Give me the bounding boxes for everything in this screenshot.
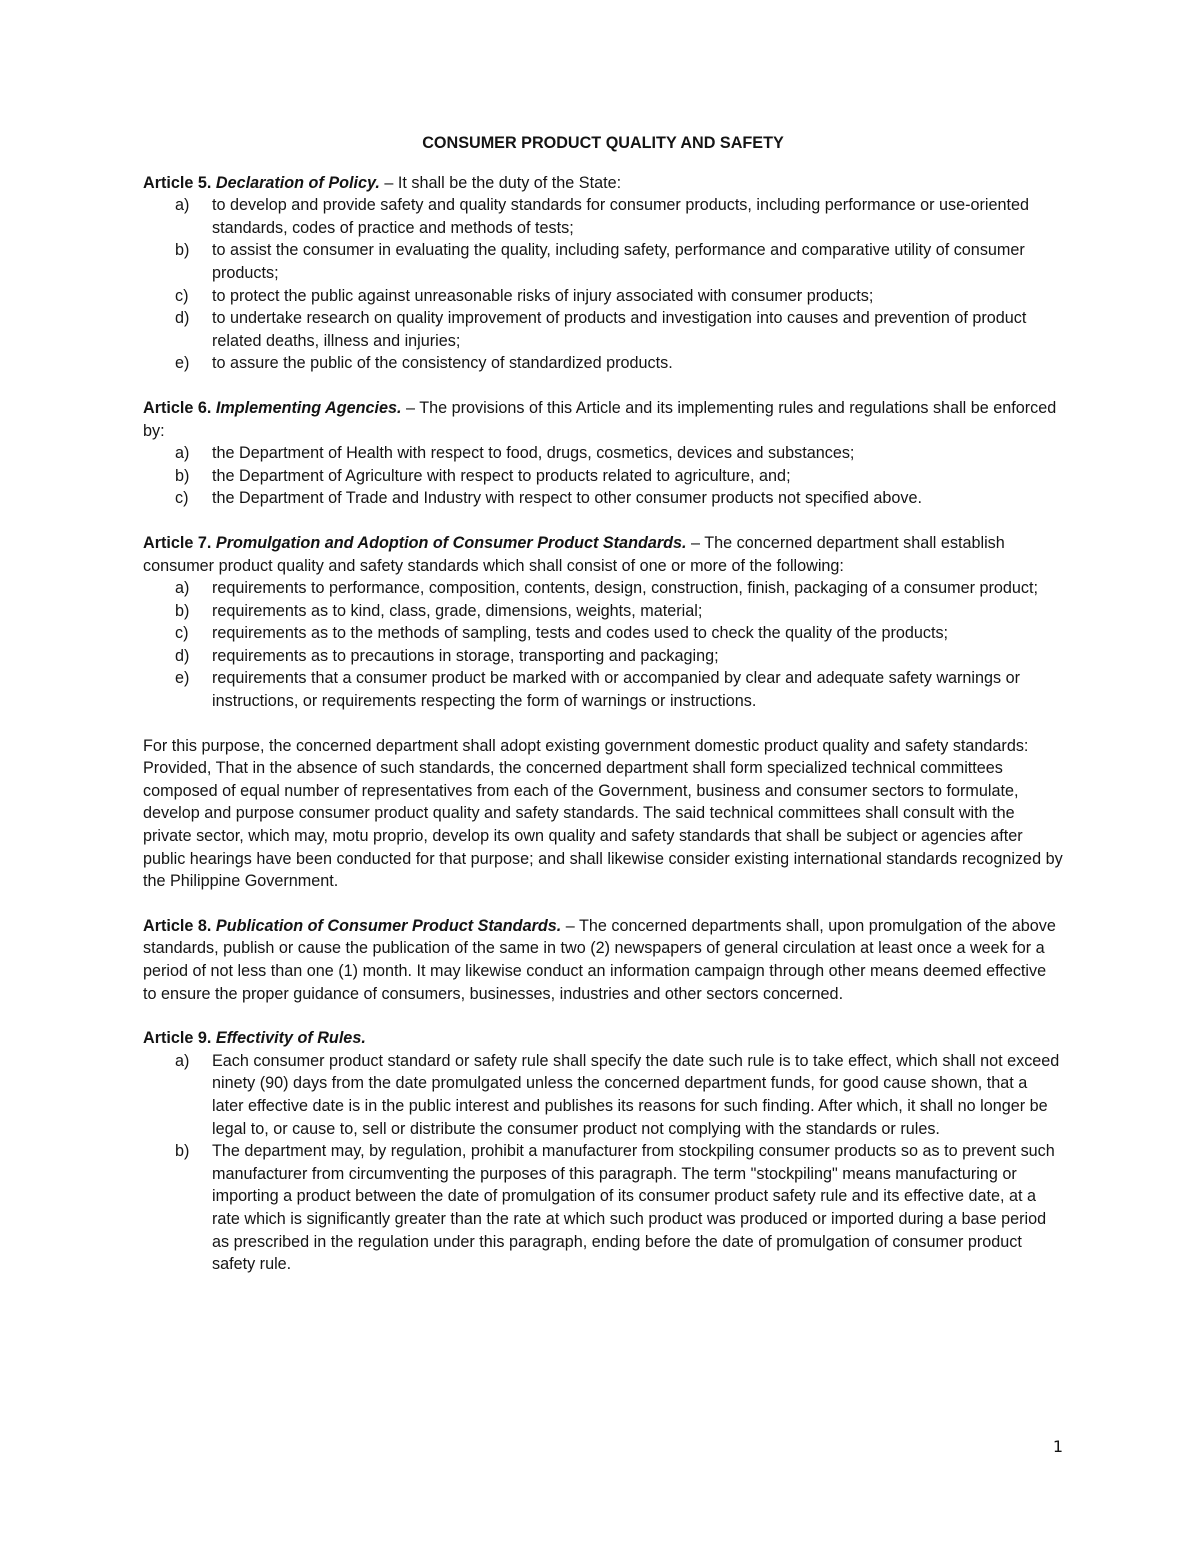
- article-7-intro: – The concerned department shall establish consumer product quality and safety standards which shall consist of one or more of the following:: [143, 533, 1005, 575]
- article-8-name: Publication of Consumer Product Standards.: [215, 916, 562, 935]
- list-item: [143, 285, 1063, 308]
- article-7-number: Article 7.: [143, 533, 212, 552]
- list-item: [143, 442, 1063, 465]
- list-item: [143, 239, 1063, 284]
- list-marker: a): [175, 1051, 190, 1070]
- article-5-heading: [143, 172, 1063, 195]
- list-item: [143, 1050, 1063, 1140]
- list-marker: c): [175, 489, 189, 508]
- article-6-intro: – The provisions of this Article and its implementing rules and regulations shall be enforced by:: [143, 398, 1057, 440]
- list-marker: c): [175, 624, 189, 643]
- article-6-name: Implementing Agencies.: [215, 398, 402, 417]
- list-marker: b): [175, 1142, 190, 1161]
- article-9: [143, 1027, 1063, 1276]
- article-5: [143, 172, 1063, 375]
- article-9-heading: [143, 1027, 1063, 1050]
- article-5-number: Article 5.: [143, 173, 212, 192]
- list-item-text: the Department of Health with respect to food, drugs, cosmetics, devices and substances;: [212, 444, 855, 463]
- list-marker: d): [175, 309, 190, 328]
- article-8-heading: [143, 915, 1063, 1005]
- article-7-heading: [143, 532, 1063, 577]
- list-item-text: requirements as to precautions in storage, transporting and packaging;: [212, 646, 719, 665]
- page-number: 1: [1052, 1437, 1063, 1456]
- list-item-text: to assist the consumer in evaluating the quality, including safety, performance and comparative utility of consumer products;: [212, 241, 1025, 282]
- article-9-name: Effectivity of Rules.: [215, 1029, 366, 1048]
- list-item: [143, 465, 1063, 488]
- list-item-text: The department may, by regulation, prohibit a manufacturer from stockpiling consumer products so as to prevent such manufacturer from circumventing the purposes of this paragraph. The term "stockpiling" means manufacturing or importing a product between the date of promulgation of its consumer product safety rule and its effective date, at a rate which is significantly greater than the rate at which such product was produced or imported during a base period as prescribed in the regulation under this paragraph, ending before the date of promulgation of consumer product safety rule.: [212, 1142, 1055, 1274]
- list-item: [143, 645, 1063, 668]
- list-item-text: to protect the public against unreasonable risks of injury associated with consumer products;: [212, 286, 874, 305]
- list-item-text: Each consumer product standard or safety rule shall specify the date such rule is to take effect, which shall not exceed ninety (90) days from the date promulgated unless the concerned department funds, for good cause shown, that a later effective date is in the public interest and publishes its reasons for such finding. After which, it shall no longer be legal to, or cause to, sell or distribute the consumer product not complying with the standards or rules.: [212, 1051, 1060, 1138]
- list-item-text: requirements that a consumer product be marked with or accompanied by clear and adequate safety warnings or instructions, or requirements respecting the form of warnings or instructions.: [212, 669, 1021, 711]
- list-item-text: requirements as to the methods of sampling, tests and codes used to check the quality of the products;: [212, 624, 949, 643]
- list-item-text: requirements as to kind, class, grade, dimensions, weights, material;: [212, 601, 703, 620]
- list-marker: d): [175, 646, 190, 665]
- article-6-list: [143, 442, 1063, 510]
- article-7-paragraph: For this purpose, the concerned department shall adopt existing government domestic product quality and safety standards: Provided, That in the absence of such standards, the concerned department shall form specialized technical committees composed of equal number of representatives from each of the Government, business and consumer sectors to formulate, develop and purpose consumer product quality and safety standards. The said technical committees shall consult with the private sector, which may, motu proprio, develop its own quality and safety standards that shall be subject or agencies after public hearings have been conducted for that purpose; and shall likewise consider existing international standards recognized by the Philippine Government.: [143, 736, 1063, 891]
- list-marker: a): [175, 444, 190, 463]
- article-6-heading: [143, 397, 1063, 442]
- list-item: [143, 194, 1063, 239]
- article-6-number: Article 6.: [143, 398, 212, 417]
- document-title: CONSUMER PRODUCT QUALITY AND SAFETY: [422, 134, 784, 152]
- article-7: [143, 532, 1063, 713]
- list-marker: b): [175, 601, 190, 620]
- article-9-number: Article 9.: [143, 1029, 212, 1048]
- article-5-list: [143, 194, 1063, 375]
- list-marker: c): [175, 286, 189, 305]
- list-item-text: requirements to performance, composition, contents, design, construction, finish, packaging of a consumer product;: [212, 579, 1038, 598]
- list-item: [143, 307, 1063, 352]
- article-8: [143, 915, 1063, 1005]
- list-item: [143, 487, 1063, 510]
- document-page: [143, 132, 1063, 1298]
- list-item-text: to undertake research on quality improvement of products and investigation into causes and prevention of product related deaths, illness and injuries;: [212, 309, 1027, 350]
- list-item: [143, 667, 1063, 712]
- list-item: [143, 577, 1063, 600]
- list-item: [143, 352, 1063, 375]
- list-marker: b): [175, 241, 190, 260]
- list-item-text: to assure the public of the consistency of standardized products.: [212, 354, 673, 373]
- article-5-intro: – It shall be the duty of the State:: [379, 173, 622, 192]
- list-marker: a): [175, 196, 190, 215]
- list-item: [143, 622, 1063, 645]
- article-7-name: Promulgation and Adoption of Consumer Product Standards.: [215, 533, 687, 552]
- list-item-text: the Department of Trade and Industry with respect to other consumer products not specified above.: [212, 489, 922, 508]
- list-item: [143, 1140, 1063, 1276]
- list-marker: e): [175, 354, 190, 373]
- list-item: [143, 600, 1063, 623]
- article-8-body: – The concerned departments shall, upon promulgation of the above standards, publish or cause the publication of the same in two (2) newspapers of general circulation at least once a week for a period of not less than one (1) month. It may likewise conduct an information campaign through other means deemed effective to ensure the proper guidance of consumers, businesses, industries and other sectors concerned.: [143, 916, 1056, 1003]
- article-6: [143, 397, 1063, 510]
- article-7-list: [143, 577, 1063, 713]
- article-8-number: Article 8.: [143, 916, 212, 935]
- list-marker: b): [175, 466, 190, 485]
- list-marker: e): [175, 669, 190, 688]
- list-item-text: the Department of Agriculture with respect to products related to agriculture, and;: [212, 466, 791, 485]
- article-9-list: [143, 1050, 1063, 1276]
- list-item-text: to develop and provide safety and quality standards for consumer products, including performance or use-oriented standards, codes of practice and methods of tests;: [212, 196, 1030, 237]
- list-marker: a): [175, 579, 190, 598]
- article-5-name: Declaration of Policy.: [215, 173, 380, 192]
